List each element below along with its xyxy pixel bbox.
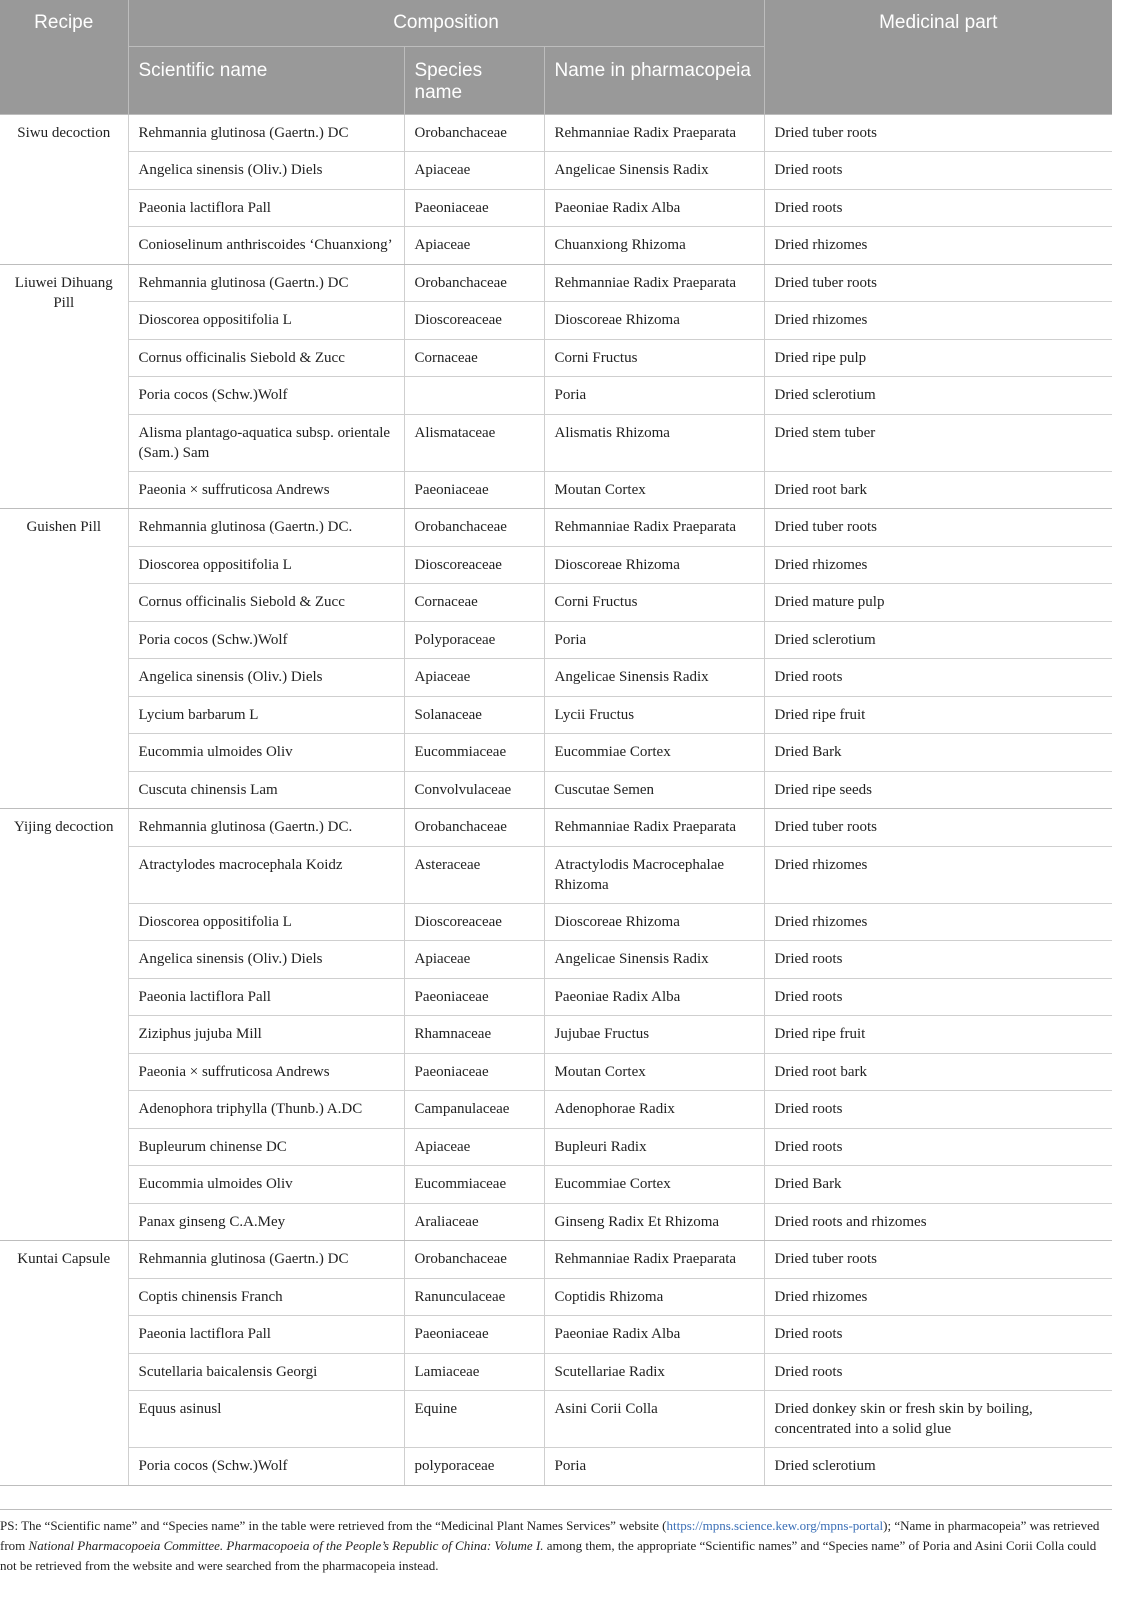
table-row <box>0 189 1112 227</box>
cell-species-name: Paeoniaceae <box>404 471 544 509</box>
cell-medicinal-part: Dried donkey skin or fresh skin by boiling, concentrated into a solid glue <box>764 1391 1112 1448</box>
cell-medicinal-part: Dried roots <box>764 1091 1112 1129</box>
cell-pharmacopeia-name: Rehmanniae Radix Praeparata <box>544 809 764 847</box>
cell-species-name: Ranunculaceae <box>404 1278 544 1316</box>
cell-pharmacopeia-name: Poria <box>544 621 764 659</box>
cell-species-name: Paeoniaceae <box>404 1053 544 1091</box>
cell-scientific-name: Dioscorea oppositifolia L <box>128 903 404 941</box>
cell-species-name: Paeoniaceae <box>404 978 544 1016</box>
cell-pharmacopeia-name: Eucommiae Cortex <box>544 734 764 772</box>
header-scientific-name: Scientific name <box>128 46 404 114</box>
footnote-link[interactable]: https://mpns.science.kew.org/mpns-portal <box>666 1518 884 1533</box>
header-row-main <box>0 0 1112 46</box>
table-row <box>0 696 1112 734</box>
cell-pharmacopeia-name: Angelicae Sinensis Radix <box>544 659 764 697</box>
cell-species-name: Orobanchaceae <box>404 264 544 302</box>
cell-scientific-name: Paeonia lactiflora Pall <box>128 978 404 1016</box>
cell-medicinal-part: Dried ripe pulp <box>764 339 1112 377</box>
cell-scientific-name: Paeonia × suffruticosa Andrews <box>128 1053 404 1091</box>
cell-species-name: Lamiaceae <box>404 1353 544 1391</box>
table-row <box>0 264 1112 302</box>
cell-pharmacopeia-name: Rehmanniae Radix Praeparata <box>544 114 764 152</box>
cell-pharmacopeia-name: Lycii Fructus <box>544 696 764 734</box>
header-recipe: Recipe <box>0 0 128 114</box>
cell-pharmacopeia-name: Rehmanniae Radix Praeparata <box>544 264 764 302</box>
cell-scientific-name: Ziziphus jujuba Mill <box>128 1016 404 1054</box>
cell-medicinal-part: Dried tuber roots <box>764 509 1112 547</box>
cell-species-name: Apiaceae <box>404 941 544 979</box>
cell-species-name: Solanaceae <box>404 696 544 734</box>
cell-species-name: Apiaceae <box>404 1128 544 1166</box>
cell-species-name: Asteraceae <box>404 846 544 903</box>
cell-scientific-name: Poria cocos (Schw.)Wolf <box>128 621 404 659</box>
table-footnote <box>0 1509 1112 1576</box>
cell-medicinal-part: Dried stem tuber <box>764 414 1112 471</box>
cell-medicinal-part: Dried rhizomes <box>764 302 1112 340</box>
cell-pharmacopeia-name: Eucommiae Cortex <box>544 1166 764 1204</box>
cell-pharmacopeia-name: Paeoniae Radix Alba <box>544 1316 764 1354</box>
cell-scientific-name: Adenophora triphylla (Thunb.) A.DC <box>128 1091 404 1129</box>
table-row <box>0 227 1112 265</box>
cell-species-name: Dioscoreaceae <box>404 903 544 941</box>
table-row <box>0 1448 1112 1486</box>
cell-pharmacopeia-name: Adenophorae Radix <box>544 1091 764 1129</box>
cell-scientific-name: Dioscorea oppositifolia L <box>128 546 404 584</box>
cell-species-name: Paeoniaceae <box>404 189 544 227</box>
table-row <box>0 471 1112 509</box>
cell-species-name: Convolvulaceae <box>404 771 544 809</box>
table-row <box>0 846 1112 903</box>
cell-medicinal-part: Dried rhizomes <box>764 546 1112 584</box>
cell-medicinal-part: Dried tuber roots <box>764 809 1112 847</box>
cell-pharmacopeia-name: Scutellariae Radix <box>544 1353 764 1391</box>
cell-scientific-name: Conioselinum anthriscoides ‘Chuanxiong’ <box>128 227 404 265</box>
cell-medicinal-part: Dried roots <box>764 152 1112 190</box>
cell-species-name: Rhamnaceae <box>404 1016 544 1054</box>
cell-pharmacopeia-name: Coptidis Rhizoma <box>544 1278 764 1316</box>
cell-species-name: Equine <box>404 1391 544 1448</box>
cell-medicinal-part: Dried sclerotium <box>764 621 1112 659</box>
cell-recipe: Yijing decoction <box>0 809 128 1241</box>
cell-scientific-name: Paeonia lactiflora Pall <box>128 189 404 227</box>
cell-medicinal-part: Dried mature pulp <box>764 584 1112 622</box>
cell-medicinal-part: Dried rhizomes <box>764 227 1112 265</box>
cell-medicinal-part: Dried Bark <box>764 1166 1112 1204</box>
cell-species-name: Orobanchaceae <box>404 509 544 547</box>
table-row <box>0 1203 1112 1241</box>
cell-species-name: Polyporaceae <box>404 621 544 659</box>
cell-species-name: Cornaceae <box>404 339 544 377</box>
cell-medicinal-part: Dried roots <box>764 1353 1112 1391</box>
cell-pharmacopeia-name: Ginseng Radix Et Rhizoma <box>544 1203 764 1241</box>
cell-pharmacopeia-name: Dioscoreae Rhizoma <box>544 302 764 340</box>
cell-medicinal-part: Dried root bark <box>764 471 1112 509</box>
cell-medicinal-part: Dried ripe fruit <box>764 696 1112 734</box>
cell-pharmacopeia-name: Poria <box>544 1448 764 1486</box>
cell-medicinal-part: Dried sclerotium <box>764 377 1112 415</box>
table-row <box>0 1166 1112 1204</box>
cell-scientific-name: Paeonia × suffruticosa Andrews <box>128 471 404 509</box>
cell-species-name: Orobanchaceae <box>404 114 544 152</box>
cell-pharmacopeia-name: Paeoniae Radix Alba <box>544 189 764 227</box>
cell-species-name: Orobanchaceae <box>404 809 544 847</box>
cell-pharmacopeia-name: Jujubae Fructus <box>544 1016 764 1054</box>
table-row <box>0 1016 1112 1054</box>
table-row <box>0 1316 1112 1354</box>
cell-scientific-name: Equus asinusl <box>128 1391 404 1448</box>
footnote-text-3: among them, the appropriate “Scientific names” and “Species name” of Poria and Asini Corii Colla could not be retrieved from the website and were searched from the pharmacopeia instead. <box>0 1538 1097 1573</box>
cell-pharmacopeia-name: Poria <box>544 377 764 415</box>
cell-medicinal-part: Dried roots <box>764 189 1112 227</box>
cell-pharmacopeia-name: Angelicae Sinensis Radix <box>544 152 764 190</box>
cell-medicinal-part: Dried tuber roots <box>764 1241 1112 1279</box>
cell-pharmacopeia-name: Cuscutae Semen <box>544 771 764 809</box>
table-row <box>0 1278 1112 1316</box>
table-row <box>0 809 1112 847</box>
cell-pharmacopeia-name: Rehmanniae Radix Praeparata <box>544 509 764 547</box>
table-row <box>0 1353 1112 1391</box>
cell-scientific-name: Poria cocos (Schw.)Wolf <box>128 1448 404 1486</box>
header-species-name: Species name <box>404 46 544 114</box>
footnote-text-1: PS: The “Scientific name” and “Species name” in the table were retrieved from the “Medicinal Plant Names Services” website ( <box>0 1518 667 1533</box>
cell-species-name: polyporaceae <box>404 1448 544 1486</box>
cell-species-name: Eucommiaceae <box>404 1166 544 1204</box>
cell-medicinal-part: Dried root bark <box>764 1053 1112 1091</box>
footnote-text-2: ); “Name in pharmacopeia” was retrieved from <box>0 1518 1100 1553</box>
cell-scientific-name: Lycium barbarum L <box>128 696 404 734</box>
cell-pharmacopeia-name: Chuanxiong Rhizoma <box>544 227 764 265</box>
table-row <box>0 1128 1112 1166</box>
cell-scientific-name: Cornus officinalis Siebold & Zucc <box>128 339 404 377</box>
cell-species-name: Araliaceae <box>404 1203 544 1241</box>
cell-medicinal-part: Dried ripe fruit <box>764 1016 1112 1054</box>
cell-species-name: Eucommiaceae <box>404 734 544 772</box>
cell-medicinal-part: Dried rhizomes <box>764 846 1112 903</box>
cell-scientific-name: Cornus officinalis Siebold & Zucc <box>128 584 404 622</box>
header-pharmacopeia-name: Name in pharmacopeia <box>544 46 764 114</box>
cell-pharmacopeia-name: Moutan Cortex <box>544 471 764 509</box>
cell-scientific-name: Angelica sinensis (Oliv.) Diels <box>128 152 404 190</box>
cell-medicinal-part: Dried roots and rhizomes <box>764 1203 1112 1241</box>
table-row <box>0 941 1112 979</box>
table-row <box>0 509 1112 547</box>
cell-scientific-name: Scutellaria baicalensis Georgi <box>128 1353 404 1391</box>
cell-scientific-name: Eucommia ulmoides Oliv <box>128 734 404 772</box>
cell-pharmacopeia-name: Asini Corii Colla <box>544 1391 764 1448</box>
cell-medicinal-part: Dried roots <box>764 659 1112 697</box>
header-medicinal-part: Medicinal part <box>764 0 1112 114</box>
cell-pharmacopeia-name: Moutan Cortex <box>544 1053 764 1091</box>
cell-medicinal-part: Dried roots <box>764 1316 1112 1354</box>
cell-medicinal-part: Dried ripe seeds <box>764 771 1112 809</box>
cell-scientific-name: Rehmannia glutinosa (Gaertn.) DC <box>128 1241 404 1279</box>
footnote-source-title: National Pharmacopoeia Committee. Pharmacopoeia of the People’s Republic of China: Volume I. <box>28 1538 544 1553</box>
table-row <box>0 339 1112 377</box>
table-row <box>0 734 1112 772</box>
cell-scientific-name: Rehmannia glutinosa (Gaertn.) DC. <box>128 809 404 847</box>
cell-scientific-name: Coptis chinensis Franch <box>128 1278 404 1316</box>
table-body <box>0 114 1112 1485</box>
cell-scientific-name: Bupleurum chinense DC <box>128 1128 404 1166</box>
cell-medicinal-part: Dried rhizomes <box>764 1278 1112 1316</box>
cell-pharmacopeia-name: Bupleuri Radix <box>544 1128 764 1166</box>
cell-species-name: Apiaceae <box>404 659 544 697</box>
cell-scientific-name: Poria cocos (Schw.)Wolf <box>128 377 404 415</box>
cell-scientific-name: Rehmannia glutinosa (Gaertn.) DC <box>128 114 404 152</box>
table-row <box>0 621 1112 659</box>
cell-species-name: Apiaceae <box>404 227 544 265</box>
table-row <box>0 659 1112 697</box>
header-composition: Composition <box>128 0 764 46</box>
cell-medicinal-part: Dried roots <box>764 978 1112 1016</box>
cell-pharmacopeia-name: Corni Fructus <box>544 339 764 377</box>
cell-pharmacopeia-name: Rehmanniae Radix Praeparata <box>544 1241 764 1279</box>
table-row <box>0 903 1112 941</box>
cell-pharmacopeia-name: Atractylodis Macrocephalae Rhizoma <box>544 846 764 903</box>
cell-pharmacopeia-name: Paeoniae Radix Alba <box>544 978 764 1016</box>
cell-recipe: Kuntai Capsule <box>0 1241 128 1486</box>
cell-medicinal-part: Dried roots <box>764 941 1112 979</box>
cell-pharmacopeia-name: Alismatis Rhizoma <box>544 414 764 471</box>
cell-species-name: Alismataceae <box>404 414 544 471</box>
cell-species-name: Apiaceae <box>404 152 544 190</box>
cell-scientific-name: Paeonia lactiflora Pall <box>128 1316 404 1354</box>
cell-pharmacopeia-name: Dioscoreae Rhizoma <box>544 903 764 941</box>
cell-scientific-name: Rehmannia glutinosa (Gaertn.) DC <box>128 264 404 302</box>
cell-medicinal-part: Dried rhizomes <box>764 903 1112 941</box>
table-row <box>0 114 1112 152</box>
table-row <box>0 1053 1112 1091</box>
table-row <box>0 377 1112 415</box>
cell-medicinal-part: Dried roots <box>764 1128 1112 1166</box>
cell-scientific-name: Eucommia ulmoides Oliv <box>128 1166 404 1204</box>
table-row <box>0 152 1112 190</box>
cell-pharmacopeia-name: Corni Fructus <box>544 584 764 622</box>
cell-medicinal-part: Dried tuber roots <box>764 264 1112 302</box>
cell-medicinal-part: Dried Bark <box>764 734 1112 772</box>
table-row <box>0 1391 1112 1448</box>
cell-scientific-name: Angelica sinensis (Oliv.) Diels <box>128 659 404 697</box>
cell-pharmacopeia-name: Angelicae Sinensis Radix <box>544 941 764 979</box>
table-row <box>0 771 1112 809</box>
table-row <box>0 978 1112 1016</box>
cell-scientific-name: Angelica sinensis (Oliv.) Diels <box>128 941 404 979</box>
table-row <box>0 584 1112 622</box>
cell-pharmacopeia-name: Dioscoreae Rhizoma <box>544 546 764 584</box>
cell-species-name: Paeoniaceae <box>404 1316 544 1354</box>
cell-scientific-name: Alisma plantago-aquatica subsp. orientale (Sam.) Sam <box>128 414 404 471</box>
cell-recipe: Siwu decoction <box>0 114 128 264</box>
cell-species-name: Orobanchaceae <box>404 1241 544 1279</box>
table-row <box>0 546 1112 584</box>
cell-scientific-name: Atractylodes macrocephala Koidz <box>128 846 404 903</box>
table-row <box>0 1091 1112 1129</box>
table-row <box>0 414 1112 471</box>
cell-recipe: Guishen Pill <box>0 509 128 809</box>
cell-scientific-name: Cuscuta chinensis Lam <box>128 771 404 809</box>
table-row <box>0 1241 1112 1279</box>
cell-species-name: Campanulaceae <box>404 1091 544 1129</box>
cell-recipe: Liuwei Dihuang Pill <box>0 264 128 509</box>
cell-medicinal-part: Dried tuber roots <box>764 114 1112 152</box>
table-header <box>0 0 1112 114</box>
cell-species-name <box>404 377 544 415</box>
table-row <box>0 302 1112 340</box>
cell-species-name: Cornaceae <box>404 584 544 622</box>
cell-scientific-name: Rehmannia glutinosa (Gaertn.) DC. <box>128 509 404 547</box>
cell-species-name: Dioscoreaceae <box>404 302 544 340</box>
cell-scientific-name: Dioscorea oppositifolia L <box>128 302 404 340</box>
cell-medicinal-part: Dried sclerotium <box>764 1448 1112 1486</box>
cell-species-name: Dioscoreaceae <box>404 546 544 584</box>
cell-scientific-name: Panax ginseng C.A.Mey <box>128 1203 404 1241</box>
